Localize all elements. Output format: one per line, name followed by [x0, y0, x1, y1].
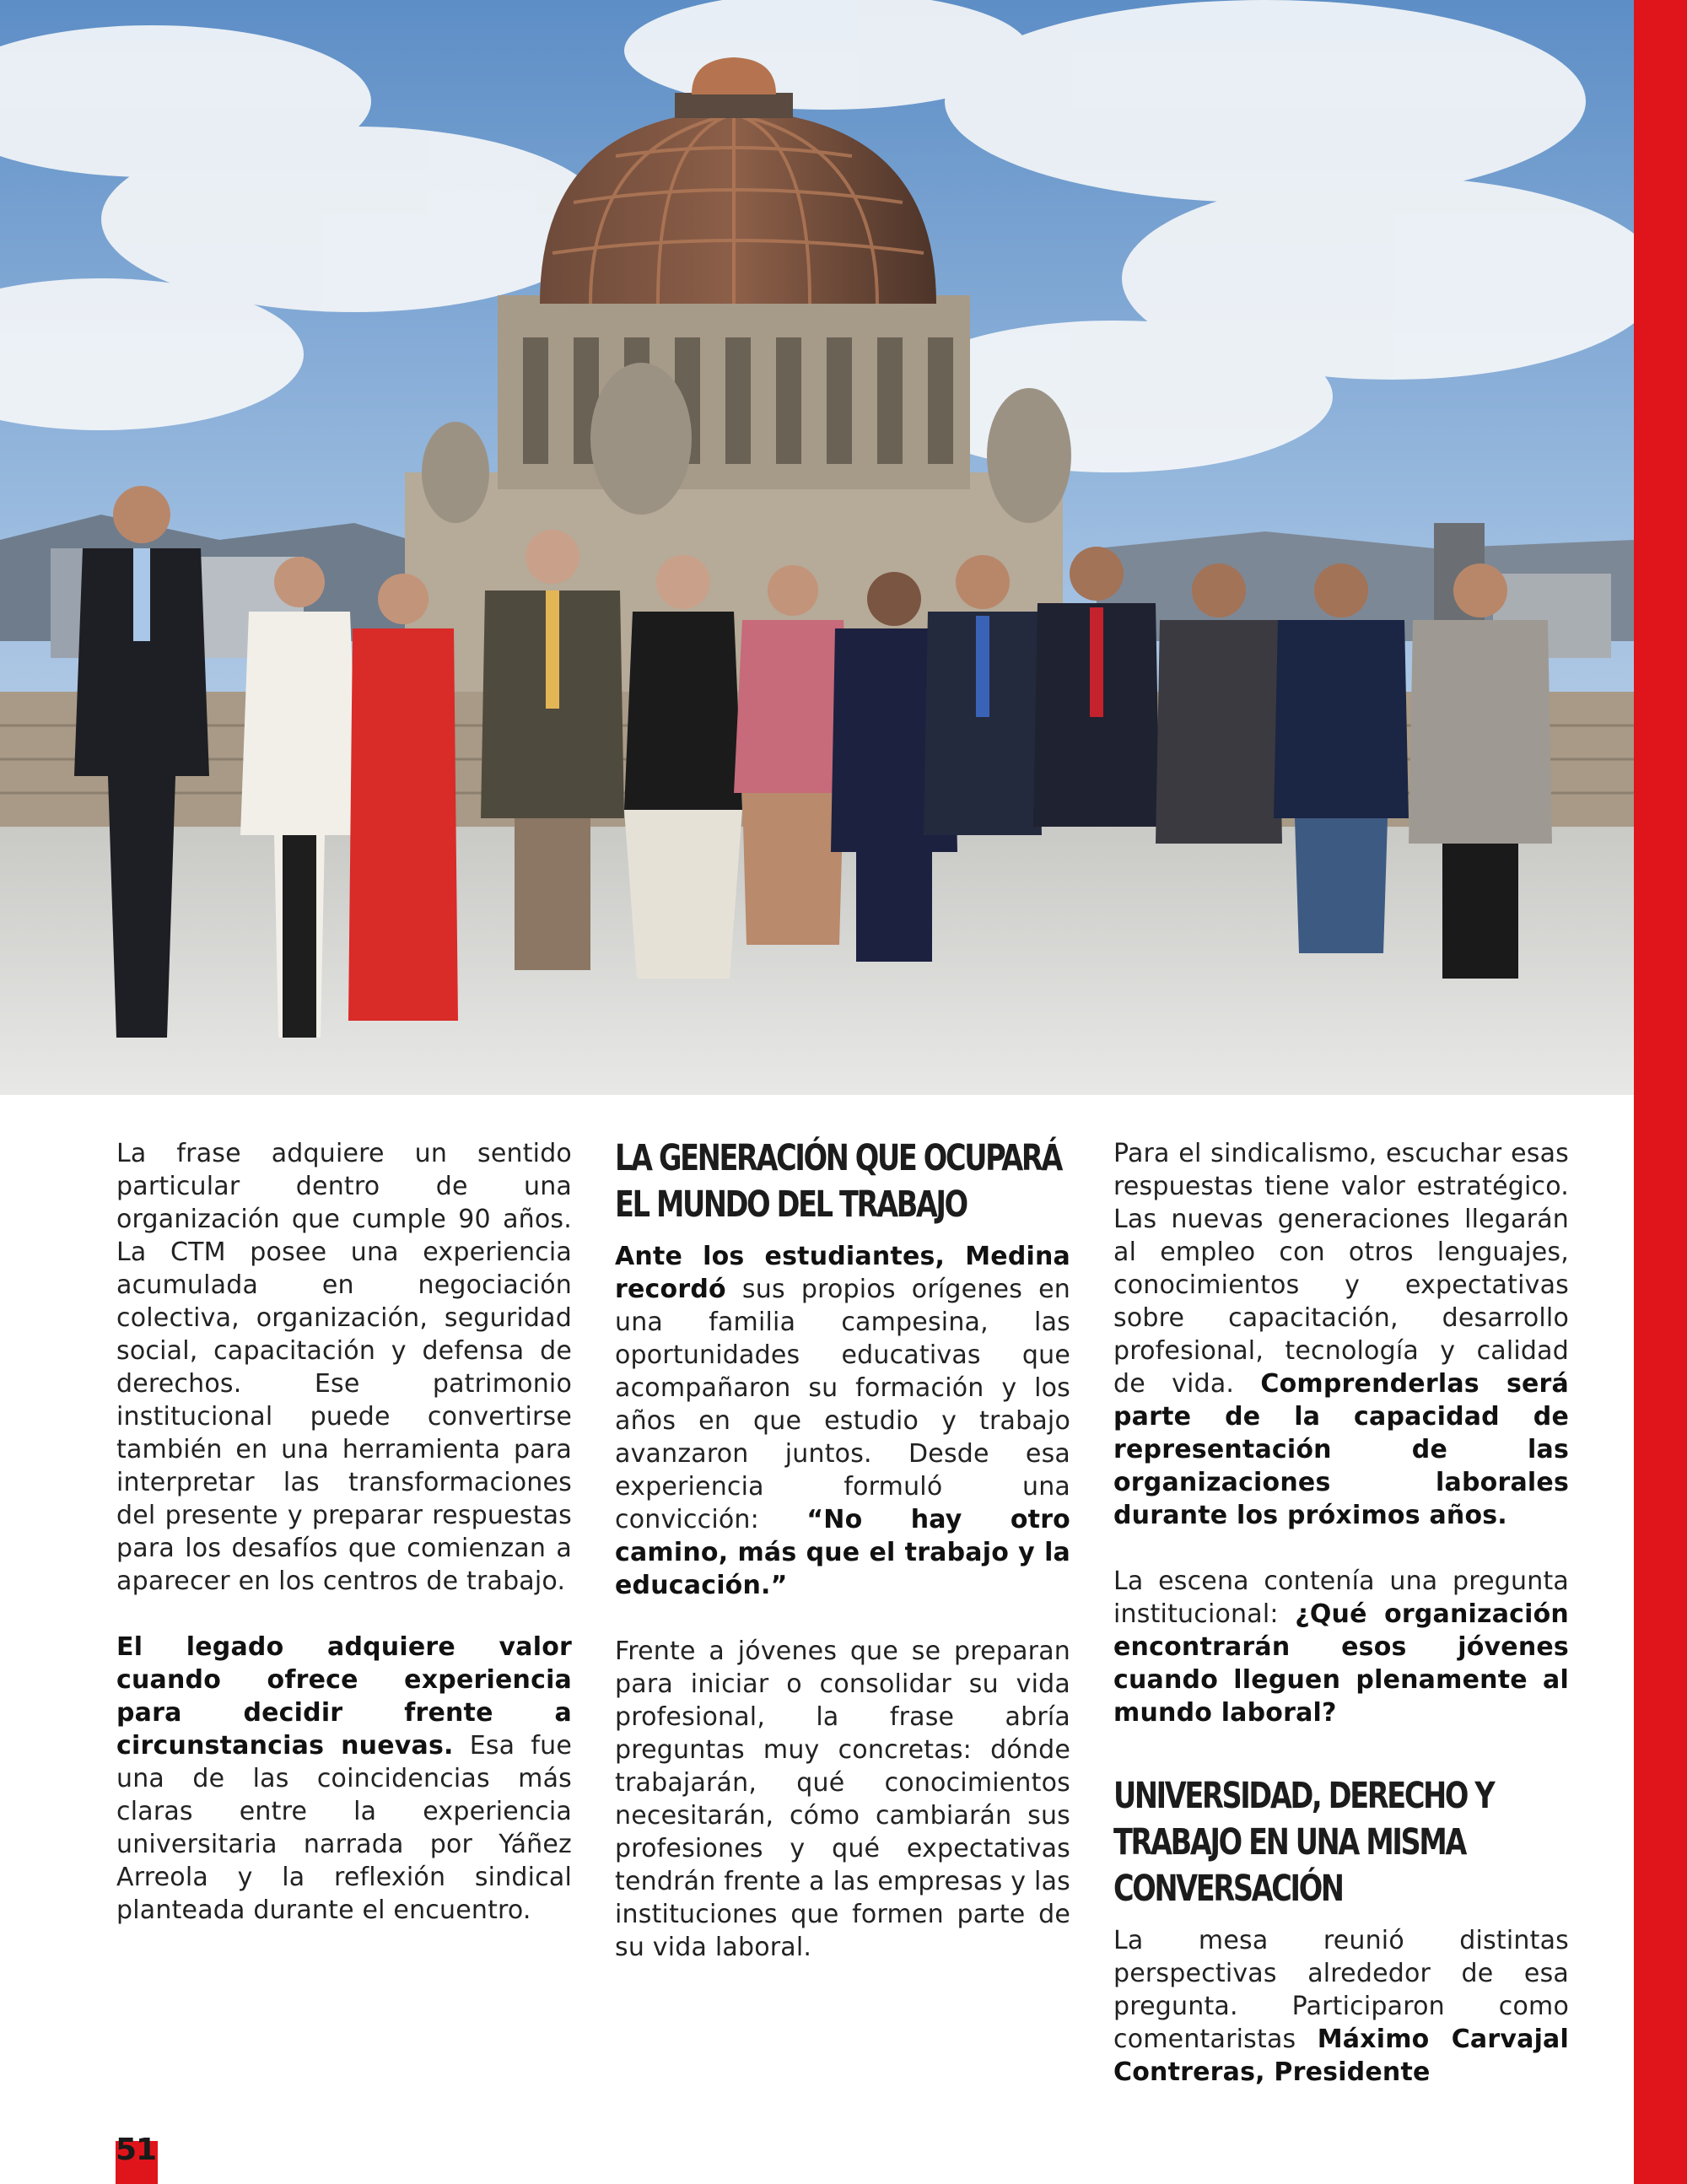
col1-paragraph-2-text: Esa fue una de las coincidencias más claras entre la experiencia universitaria narrada por Yáñez Arreola y la reflexión sindical planteada durante el encuentro.: [116, 1731, 572, 1925]
column-2: [615, 1137, 1070, 1964]
col1-paragraph-1-text: La frase adquiere un sentido particular dentro de una organización que cumple 90 años. La CTM posee una experiencia acumulada en negociación colectiva, organización, seguridad social, capacitación y defensa de derechos. Ese patrimonio institucional puede convertirse también en una herramienta para interpretar las transformaciones del presente y preparar respuestas para los desafíos que comienzan a aparecer en los centros de trabajo.: [116, 1139, 572, 1596]
col1-paragraph-1: [116, 1137, 572, 1598]
section-heading-universidad: UNIVERSIDAD, DERECHO Y TRABAJO EN UNA MISMA CONVERSACIÓN: [1113, 1775, 1494, 1910]
page-number: 51: [116, 2133, 157, 2167]
col3-paragraph-1-bold: Comprenderlas será parte de la capacidad de representación de las organizaciones laborales durante los próximos años.: [1113, 1369, 1569, 1530]
col2-paragraph-2: [615, 1635, 1070, 1964]
col2-paragraph-1-text: sus propios orígenes en una familia campesina, las oportunidades educativas que acompañaron su formación y los años en que estudio y trabajo avanzaron juntos. Desde esa experiencia formuló una convicción:: [615, 1275, 1070, 1534]
col2-paragraph-2-text: Frente a jóvenes que se preparan para iniciar o consolidar su vida profesional, la frase abría preguntas muy concretas: dónde trabajarán, qué conocimientos necesitarán, cómo cambiarán sus profesiones y qué expectativas tendrán frente a las empresas y las instituciones que formen parte de su vida laboral.: [615, 1637, 1070, 1962]
section-heading-generacion: LA GENERACIÓN QUE OCUPARÁ EL MUNDO DEL TRABAJO: [615, 1137, 1062, 1226]
col2-quote: “No hay otro camino, más que el trabajo y la educación.”: [615, 1505, 1070, 1600]
col3-paragraph-2: [1113, 1565, 1569, 1729]
col2-paragraph-1-lead: Ante los estudiantes, Medina recordó: [615, 1242, 1070, 1304]
red-side-bar: [1634, 0, 1687, 2184]
col3-paragraph-1: [1113, 1137, 1569, 1532]
column-1: [116, 1137, 572, 1927]
column-3: [1113, 1137, 1569, 2089]
col3-question: ¿Qué organización encontrarán esos jóvenes cuando lleguen plenamente al mundo laboral?: [1113, 1599, 1569, 1728]
col3-paragraph-3-bold: Máximo Carvajal Contreras, Presidente: [1113, 2025, 1569, 2087]
col3-paragraph-2-text: La escena contenía una pregunta institucional:: [1113, 1567, 1569, 1629]
col3-paragraph-1-text: Para el sindicalismo, escuchar esas respuestas tiene valor estratégico. Las nuevas generaciones llegarán al empleo con otros lenguajes, conocimientos y expectativas sobre capacitación, desarrollo profesional, tecnología y calidad de vida.: [1113, 1139, 1569, 1399]
col3-paragraph-3: [1113, 1924, 1569, 2089]
col1-paragraph-2: [116, 1631, 572, 1927]
col2-paragraph-1: [615, 1240, 1070, 1602]
col1-paragraph-2-lead: El legado adquiere valor cuando ofrece experiencia para decidir frente a circunstancias nuevas.: [116, 1632, 572, 1761]
group-photo-icon: [0, 0, 1634, 1095]
col3-paragraph-3-text: La mesa reunió distintas perspectivas alrededor de esa pregunta. Participaron como comentaristas: [1113, 1926, 1569, 2054]
group-photo: [0, 0, 1634, 1095]
